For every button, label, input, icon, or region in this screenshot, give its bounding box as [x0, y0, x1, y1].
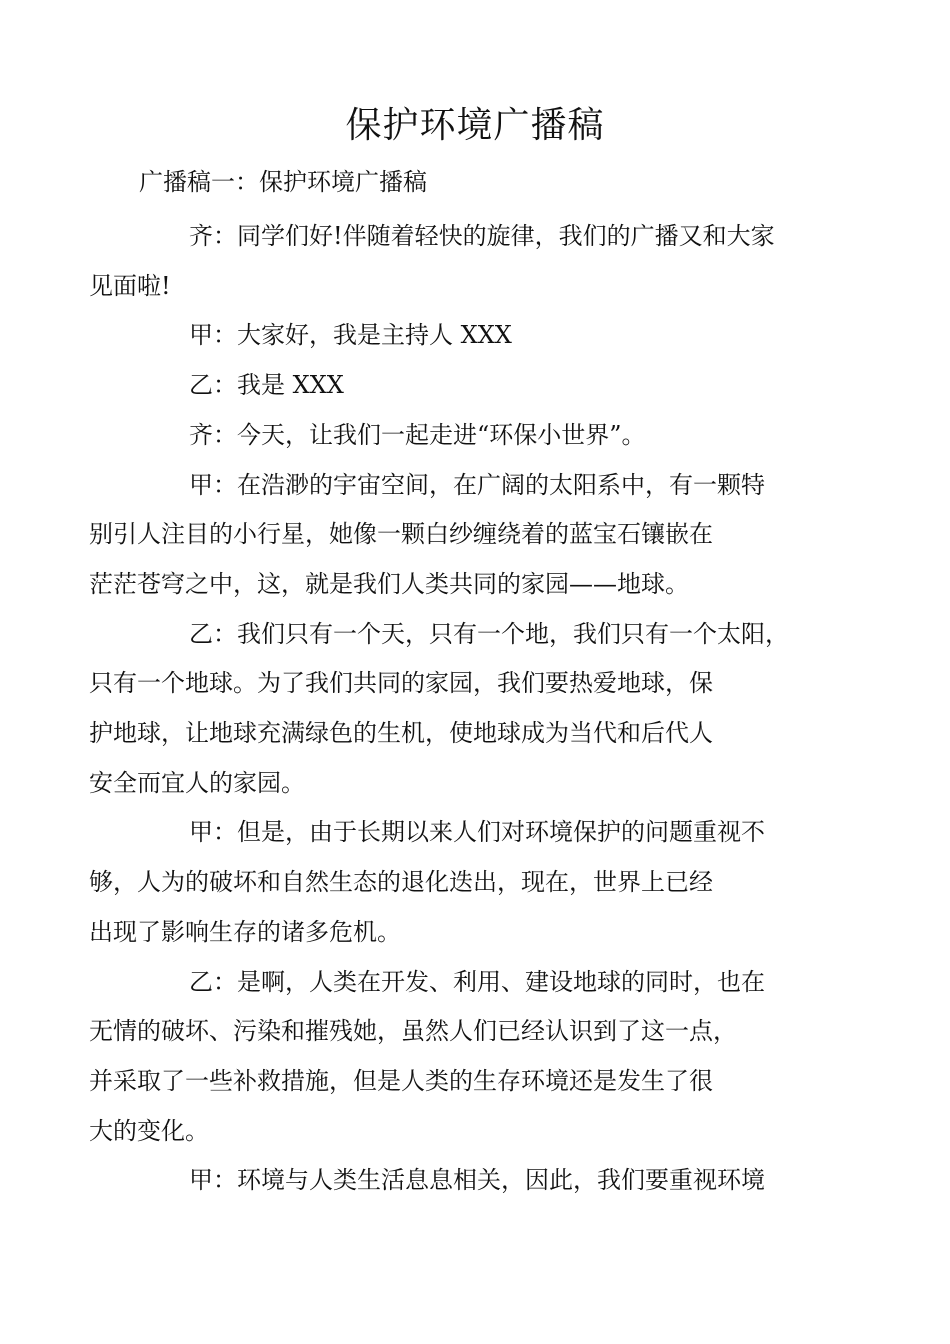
paragraph-line: 并采取了一些补救措施，但是人类的生存环境还是发生了很	[89, 1066, 713, 1095]
paragraph-line: 乙：我们只有一个天，只有一个地，我们只有一个太阳，	[189, 619, 789, 648]
paragraph-line: 甲：但是，由于长期以来人们对环境保护的问题重视不	[189, 818, 765, 847]
dialogue-paragraph	[89, 212, 829, 311]
paragraph-line: 甲：环境与人类生活息息相关，因此，我们要重视环境	[189, 1166, 765, 1195]
dialogue-paragraph	[139, 1156, 829, 1206]
dialogue-paragraph	[89, 461, 829, 610]
document-title: 保护环境广播稿	[345, 105, 605, 146]
paragraph-line: 乙：是啊，人类在开发、利用、建设地球的同时，也在	[189, 967, 765, 996]
paragraph-line: 安全而宜人的家园。	[89, 768, 305, 797]
document-subtitle: 广播稿一：保护环境广播稿	[139, 168, 427, 196]
dialogue-paragraph	[139, 411, 829, 461]
paragraph-line: 齐：同学们好!伴随着轻快的旋律，我们的广播又和大家	[189, 222, 775, 250]
paragraph-line: 只有一个地球。为了我们共同的家园，我们要热爱地球，保	[89, 669, 713, 698]
paragraph-line: 无情的破坏、污染和摧残她，虽然人们已经认识到了这一点，	[89, 1017, 737, 1046]
paragraph-line: 出现了影响生存的诸多危机。	[89, 917, 401, 946]
paragraph-line: 茫茫苍穹之中，这，就是我们人类共同的家园——地球。	[89, 569, 689, 598]
paragraph-line: 乙：我是 XXX	[189, 371, 344, 400]
dialogue-paragraph	[89, 808, 829, 957]
paragraph-line: 护地球，让地球充满绿色的生机，使地球成为当代和后代人	[89, 719, 713, 748]
paragraph-line: 够，人为的破坏和自然生态的退化迭出，现在，世界上已经	[89, 868, 713, 897]
document-body	[89, 212, 829, 1206]
dialogue-paragraph	[89, 610, 829, 809]
paragraph-line: 齐：今天，让我们一起走进“环保小世界”。	[189, 420, 646, 449]
paragraph-line: 见面啦!	[89, 271, 171, 300]
dialogue-paragraph	[89, 958, 829, 1157]
paragraph-line: 大的变化。	[89, 1116, 209, 1145]
dialogue-paragraph	[139, 361, 829, 411]
dialogue-paragraph	[139, 311, 829, 361]
paragraph-line: 别引人注目的小行星，她像一颗白纱缠绕着的蓝宝石镶嵌在	[89, 520, 713, 549]
paragraph-line: 甲：大家好，我是主持人 XXX	[189, 321, 512, 350]
paragraph-line: 甲：在浩渺的宇宙空间，在广阔的太阳系中，有一颗特	[189, 470, 765, 499]
